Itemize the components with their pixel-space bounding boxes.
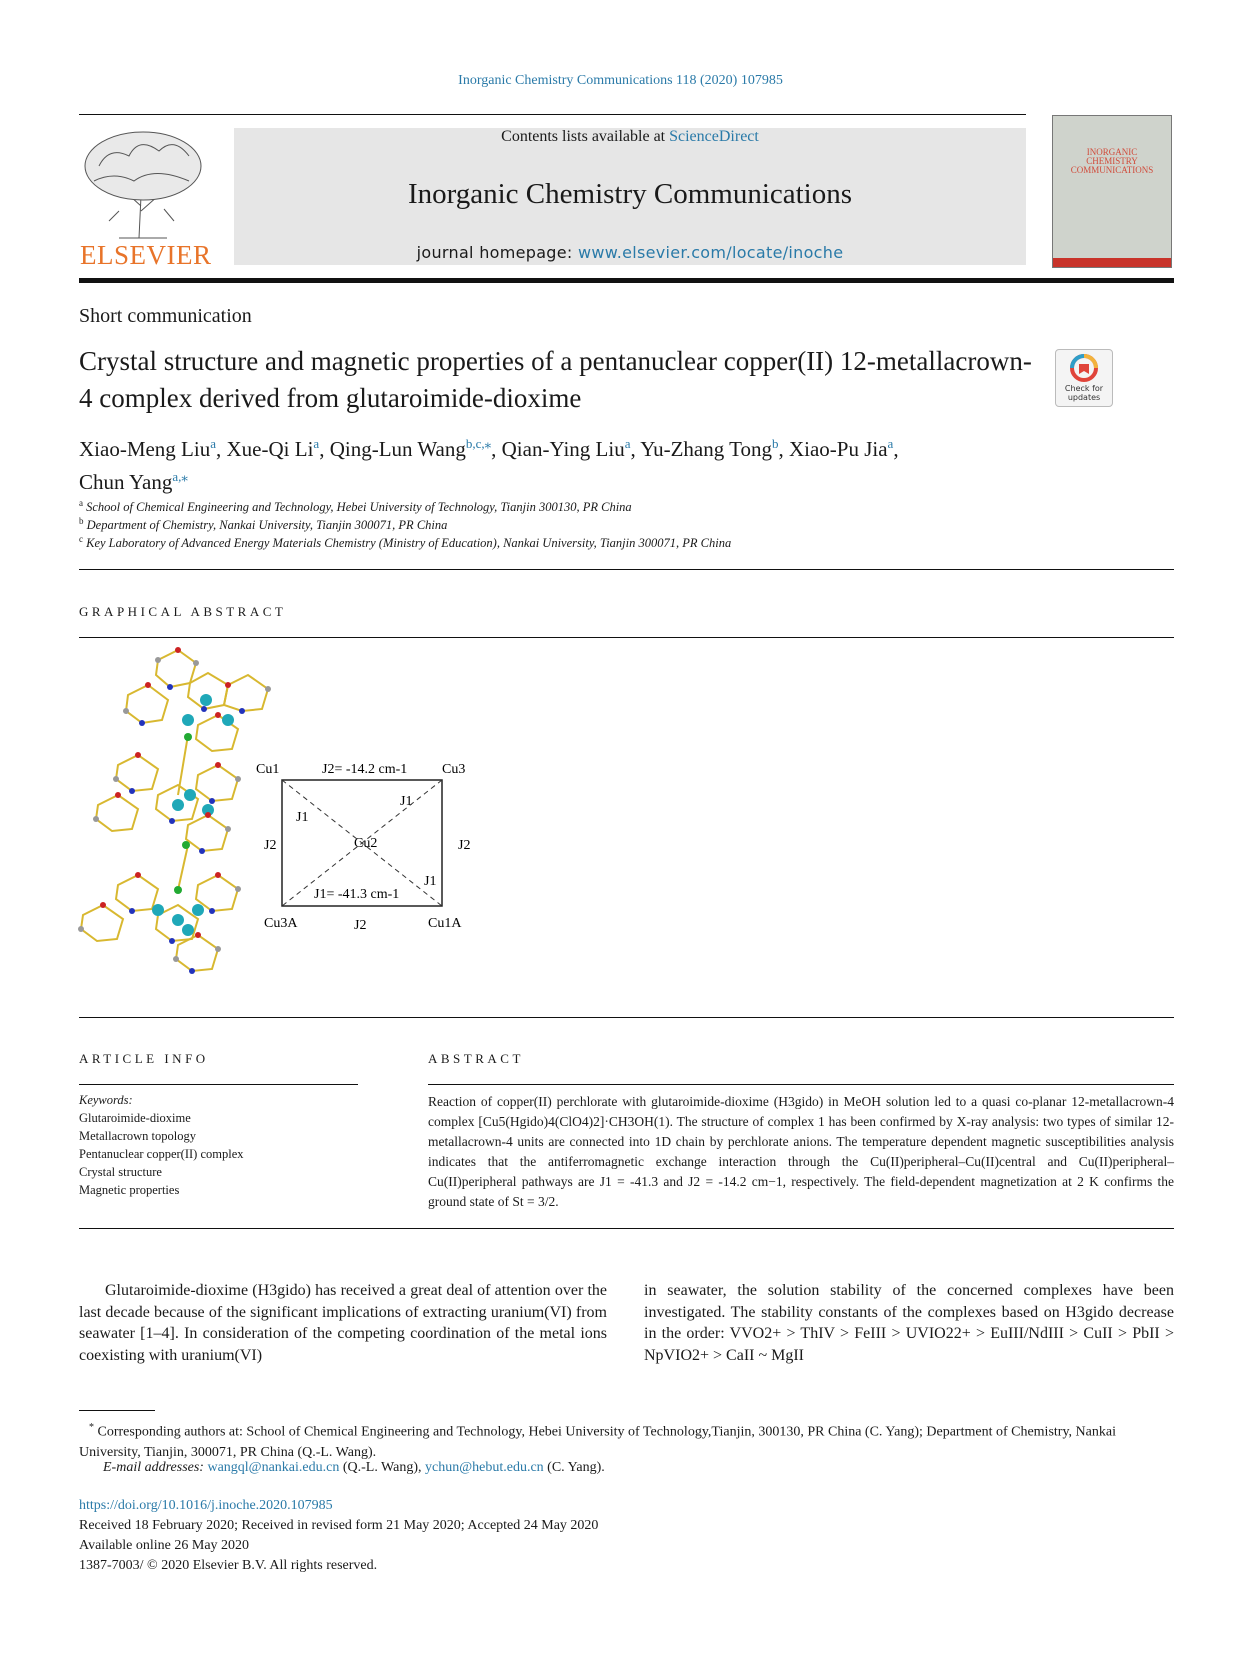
email-link[interactable]: ychun@hebut.edu.cn [425, 1460, 544, 1475]
body-column-1: Glutaroimide-dioxime (H3gido) has received a great deal of attention over the last decade because of the significant implications of extracting uranium(VI) from seawater [1–4]. In consideration of the competing coordination of the metal ions coexisting with uranium(VI) [79, 1282, 607, 1364]
check-for-updates-badge[interactable] [1055, 349, 1113, 407]
affiliation-b: $^b$ Department of Chemistry, Nankai University, Tianjin 300071, PR China [79, 516, 448, 533]
keyword[interactable]: Glutaroimide-dioxime [79, 1111, 191, 1125]
label-cu1: Cu1 [256, 762, 280, 777]
label-cu1a: Cu1A [428, 916, 462, 931]
abstract-text: Reaction of copper(II) perchlorate with glutaroimide-dioxime (H3gido) in MeOH solution led to a quasi co-planar 12-metallacrown-4 complex [Cu5(Hgido)4(ClO4)2]·CH3OH(1). The structure of complex 1 has been confirmed by X-ray analysis: two types of similar 12-metallacrown-4 units are connected into 1D chain by perchlorate anions. The temperature dependent magnetic susceptibilities analysis indicates that the antiferromagnetic exchange interaction through the Cu(II)peripheral–Cu(II)central and Cu(II)peripheral–Cu(II)peripheral pathways are J1 = -41.3 and J2 = -14.2 cm−1, respectively. The field-dependent magnetization at 2 K confirms the ground state of St = 3/2. [428, 1094, 1174, 1209]
keyword[interactable]: Metallacrown topology [79, 1129, 196, 1143]
homepage-link[interactable]: www.elsevier.com/locate/inoche [578, 243, 844, 262]
divider [79, 637, 1174, 638]
affiliation-c: $^c$ Key Laboratory of Advanced Energy Materials Chemistry (Ministry of Education), Nankai University, Tianjin 300071, PR China [79, 534, 732, 551]
author[interactable]: Qing-Lun Wang [329, 437, 466, 461]
homepage-prefix: journal homepage: [416, 243, 578, 262]
copyright: 1387-7003/ © 2020 Elsevier B.V. All rights reserved. [79, 1558, 378, 1573]
label-j2: J2 [264, 838, 277, 853]
label-j2: J2 [458, 838, 471, 853]
article-info-heading: ARTICLE INFO [79, 1051, 209, 1066]
header-top-rule [79, 114, 1026, 115]
author-list: Xiao-Meng Liu$^a$, Xue-Qi Li$^a$, Qing-Lun Wang$^{b,c,⁎}$, Qian-Ying Liu$^a$, Yu-Zhang Tong$^b$, Xiao-Pu Jia$^a$, Chun Yang$^{a,⁎}$ [79, 436, 899, 494]
received-dates: Received 18 February 2020; Received in revised form 21 May 2020; Accepted 24 May 2020 [79, 1518, 599, 1533]
label-j1: J1 [424, 874, 437, 889]
available-online: Available online 26 May 2020 [79, 1538, 250, 1553]
journal-homepage [234, 243, 1026, 262]
keyword[interactable]: Magnetic properties [79, 1183, 180, 1197]
cover-strip [1053, 258, 1171, 267]
header-thick-rule [79, 278, 1174, 283]
affiliation-a: $^a$ School of Chemical Engineering and Technology, Hebei University of Technology, Tianjin 300130, PR China [79, 498, 632, 515]
cover-title: INORGANIC CHEMISTRY COMMUNICATIONS [1070, 147, 1154, 175]
divider [428, 1084, 1174, 1085]
contents-line [234, 128, 1026, 146]
check-updates-icon [1070, 354, 1098, 382]
keyword[interactable]: Crystal structure [79, 1165, 162, 1179]
author[interactable]: Yu-Zhang Tong [640, 437, 772, 461]
journal-name: Inorganic Chemistry Communications [407, 178, 853, 210]
abstract-heading: ABSTRACT [428, 1051, 524, 1066]
journal-reference-link[interactable]: Inorganic Chemistry Communications 118 (2020) 107985 [458, 73, 783, 88]
divider [79, 569, 1174, 570]
graphical-abstract-figure [78, 645, 488, 985]
contents-prefix: Contents lists available at [501, 128, 670, 145]
check-updates-label: Check for updates [1064, 384, 1104, 402]
divider [79, 1017, 1174, 1018]
label-j1: J1 [400, 794, 413, 809]
label-j1-bottom: J1= -41.3 cm-1 [314, 887, 400, 902]
asterisk-icon: * [89, 1422, 94, 1433]
email-line: E-mail addresses: wangql@nankai.edu.cn (Q.-L. Wang), ychun@hebut.edu.cn (C. Yang). [103, 1460, 605, 1475]
label-j2-top: J2= -14.2 cm-1 [322, 762, 408, 777]
body-column-2: in seawater, the solution stability of the concerned complexes have been investigated. The stability constants of the complexes based on H3gido decrease in the order: VVO2+ > ThIV > FeIII > UVIO22+ > EuIII/NdIII > CuII > PbII > NpVIO2+ > CaII ~ MgII [644, 1282, 1174, 1364]
corresponding-footnote: * Corresponding authors at: School of Chemical Engineering and Technology, Hebei University of Technology,Tianjin, 300130, PR China (C. Yang); Department of Chemistry, Nankai University, Tianjin, 300071, PR China (Q.-L. Wang). [79, 1422, 1116, 1460]
divider [79, 1084, 358, 1085]
article-title: Crystal structure and magnetic properties of a pentanuclear copper(II) 12-metallacrown-4 complex derived from glutaroimide-dioxime [79, 346, 1032, 413]
graphical-abstract-heading: GRAPHICAL ABSTRACT [79, 604, 287, 619]
author[interactable]: Xiao-Meng Liu [79, 437, 211, 461]
label-j1: J1 [296, 810, 309, 825]
author[interactable]: Xiao-Pu Jia [788, 437, 888, 461]
doi-link[interactable]: https://doi.org/10.1016/j.inoche.2020.107985 [79, 1498, 333, 1513]
label-cu3a: Cu3A [264, 916, 298, 931]
label-cu3: Cu3 [442, 762, 466, 777]
elsevier-tree-logo [79, 126, 207, 240]
divider [79, 1228, 1174, 1229]
label-j2: J2 [354, 918, 367, 933]
keyword[interactable]: Pentanuclear copper(II) complex [79, 1147, 244, 1161]
sciencedirect-link[interactable]: ScienceDirect [669, 128, 759, 145]
author[interactable]: Xue-Qi Li [226, 437, 314, 461]
article-type: Short communication [79, 305, 252, 327]
label-cu2: Cu2 [354, 836, 378, 851]
oxygen-atoms [100, 647, 231, 938]
author[interactable]: Qian-Ying Liu [501, 437, 625, 461]
keywords-label: Keywords: [79, 1093, 133, 1107]
exchange-scheme [256, 762, 470, 933]
author[interactable]: Chun Yang [79, 470, 173, 494]
journal-cover-thumbnail[interactable] [1052, 115, 1172, 268]
footnote-rule [79, 1410, 155, 1411]
email-link[interactable]: wangql@nankai.edu.cn [207, 1460, 340, 1475]
journal-banner [234, 128, 1026, 265]
elsevier-wordmark: ELSEVIER [80, 240, 212, 270]
